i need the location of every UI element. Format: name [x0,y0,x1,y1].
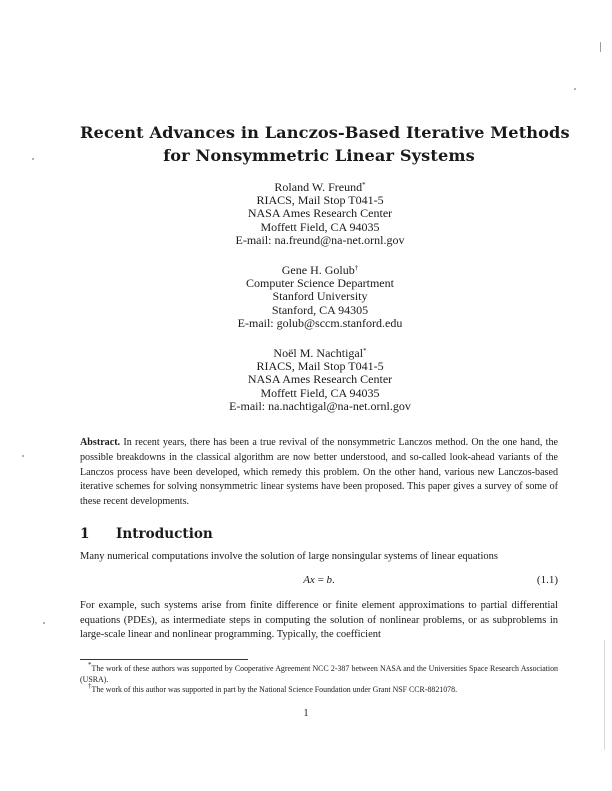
scan-artifact [43,622,45,624]
scan-artifact [32,158,34,160]
author-address: Moffett Field, CA 94035 [260,219,380,234]
footnote-mark: * [88,661,92,669]
intro-paragraph: Many numerical computations involve the solution of large nonsingular systems of linear equations [80,551,498,562]
paper-title [80,121,570,167]
footnote-1 [80,661,558,685]
title-line-1: Recent Advances in Lanczos-Based Iterative Methods [80,123,570,142]
author-affiliation: Stanford University [272,289,368,304]
scan-artifact [22,455,24,457]
footnote-mark: † [88,682,92,690]
section-number: 1 [80,526,90,542]
author-block-nachtigal [120,347,520,413]
author-email: E-mail: golub@sccm.stanford.edu [237,315,403,330]
author-email: E-mail: na.freund@na-net.ornl.gov [235,232,405,247]
equation-number: (1.1) [536,574,558,586]
author-block-freund [120,181,520,247]
page-number: 1 [303,708,309,719]
scan-artifact [604,640,605,750]
author-affiliation: RIACS, Mail Stop T041-5 [256,359,384,374]
scan-artifact [600,42,601,52]
author-block-golub [120,264,520,330]
footnote-rule [80,659,248,660]
author-affiliation: RIACS, Mail Stop T041-5 [256,193,384,208]
author-name: Noël M. Nachtigal* [273,346,367,360]
author-affiliation: NASA Ames Research Center [247,372,393,387]
footnote-text: The work of this author was supported in part by the National Science Foundation under Grant NSF CCR-8821078. [91,685,458,694]
body-paragraph: For example, such systems arise from finite difference or finite element approximations to partial differential equations (PDEs), as intermediate steps in computing the solution of nonlinear problems, or as subproblems in large-scale linear and nonlinear programming. Typically, the coefficient [80,600,558,641]
equation-text: Ax = b. [303,574,335,586]
title-line-2: for Nonsymmetric Linear Systems [163,146,475,165]
author-address: Moffett Field, CA 94035 [260,385,380,400]
equation [80,574,558,588]
abstract-label: Abstract. [80,437,121,448]
footnote-2 [80,682,558,696]
section-title: Introduction [116,526,213,542]
scan-artifact [574,88,576,90]
section-heading [80,526,213,542]
author-affiliation: NASA Ames Research Center [247,206,393,221]
footnote-text: The work of these authors was supported by Cooperative Agreement NCC 2-387 between NASA and the Universities Space Research Association (USRA). [80,664,558,684]
author-address: Stanford, CA 94305 [271,302,369,317]
author-affiliation: Computer Science Department [246,276,394,291]
author-name: Gene H. Golub† [281,263,359,277]
abstract [80,436,558,510]
abstract-text: In recent years, there has been a true revival of the nonsymmetric Lanczos method. On the one hand, the possible breakdowns in the classical algorithm are now better understood, and so-called look-ahead variants of the Lanczos process have been developed, which remedy this problem. On the other hand, various new Lanczos-based iterative schemes for solving nonsymmetric linear systems have been proposed. This paper gives a survey of some of these recent developments. [80,437,558,508]
author-email: E-mail: na.nachtigal@na-net.ornl.gov [229,398,411,413]
author-name: Roland W. Freund* [274,180,366,194]
